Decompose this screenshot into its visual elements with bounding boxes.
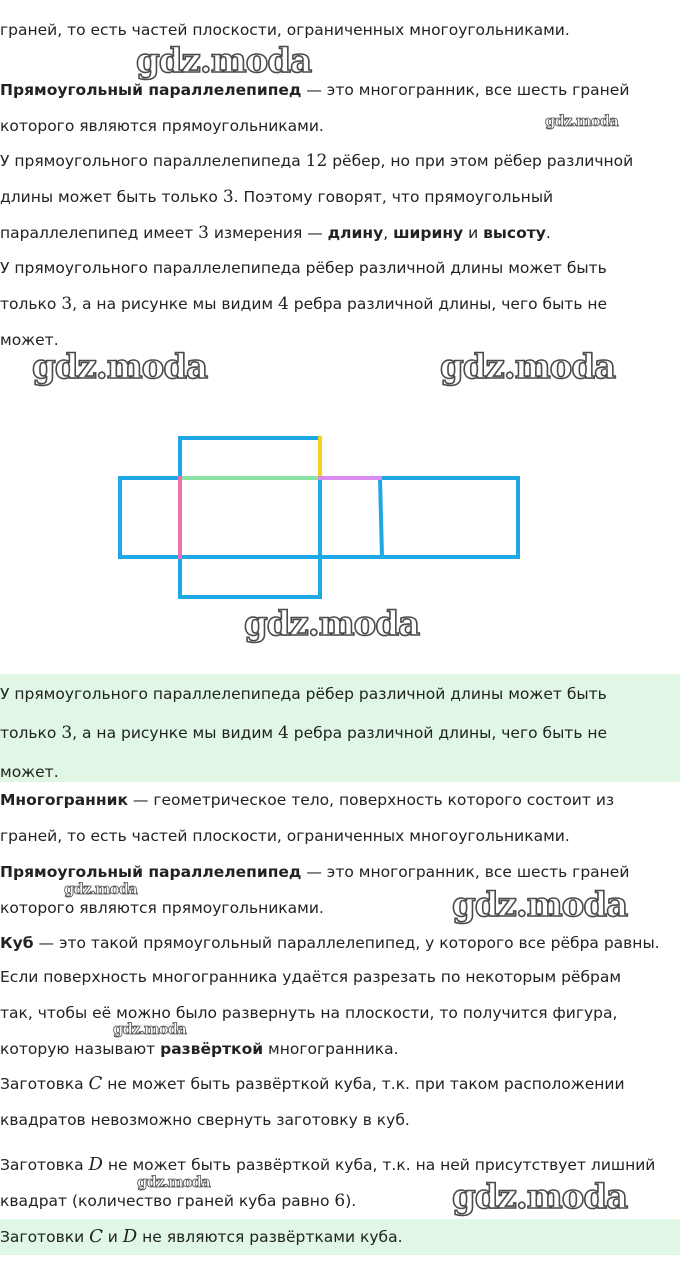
text: Заготовки bbox=[0, 1228, 90, 1246]
blank-d-line1 bbox=[0, 1155, 655, 1175]
definition-box2-line2: которого являются прямоугольниками. bbox=[0, 899, 324, 917]
definition-net-line1: Если поверхность многогранника удаётся разрезать по некоторым рёбрам bbox=[0, 968, 622, 986]
text: измерения — bbox=[208, 224, 328, 242]
number: 3 bbox=[61, 294, 73, 314]
definition-polyhedron-line1 bbox=[0, 790, 614, 810]
watermark: gdz.moda bbox=[32, 347, 208, 387]
term-net: развёрткой bbox=[160, 1040, 264, 1058]
text: . bbox=[545, 224, 551, 242]
text: , а на рисунке мы видим bbox=[72, 295, 279, 313]
text: — это многогранник, все шесть граней bbox=[301, 81, 630, 99]
text: и bbox=[463, 224, 484, 242]
net-edge-square-divider bbox=[380, 478, 382, 557]
term-length: длину bbox=[327, 224, 384, 242]
term-width: ширину bbox=[393, 224, 464, 242]
text: Заготовка bbox=[0, 1075, 89, 1093]
term-height: высоту bbox=[483, 224, 546, 242]
watermark: gdz.moda bbox=[137, 1173, 210, 1191]
text: ребра различной длины, чего быть не bbox=[288, 724, 608, 742]
watermark: gdz.moda bbox=[545, 112, 618, 130]
watermark: gdz.moda bbox=[64, 880, 137, 898]
highlight-line1: У прямоугольного параллелепипеда рёбер различной длины может быть bbox=[0, 685, 607, 703]
number: 3 bbox=[222, 187, 234, 207]
text: не может быть развёрткой куба, т.к. на ней присутствует лишний bbox=[102, 1156, 656, 1174]
text: параллелепипед имеет bbox=[0, 224, 199, 242]
blank-c-line2: квадратов невозможно свернуть заготовку в куб. bbox=[0, 1111, 410, 1129]
text: которую называют bbox=[0, 1040, 161, 1058]
watermark: gdz.moda bbox=[113, 1020, 186, 1038]
number: 12 bbox=[305, 151, 328, 171]
final-answer bbox=[0, 1227, 403, 1247]
text: только bbox=[0, 724, 62, 742]
term-box: Прямоугольный параллелепипед bbox=[0, 81, 302, 99]
net-bottom-square bbox=[180, 557, 320, 597]
paragraph-answer-line1: У прямоугольного параллелепипеда рёбер различной длины может быть bbox=[0, 259, 607, 277]
text-line: граней, то есть частей плоскости, ограниченных многоугольниками. bbox=[0, 21, 570, 39]
number: 6 bbox=[334, 1191, 346, 1211]
highlight-line2 bbox=[0, 723, 607, 743]
definition-net-line2: так, чтобы её можно было развернуть на плоскости, то получится фигура, bbox=[0, 1004, 618, 1022]
blank-d-line2 bbox=[0, 1191, 356, 1211]
text: — геометрическое тело, поверхность которого состоит из bbox=[127, 791, 615, 809]
highlight-line3: может. bbox=[0, 763, 59, 781]
number: 3 bbox=[198, 223, 209, 243]
net-left-square bbox=[120, 478, 180, 557]
definition-box-line2: которого являются прямоугольниками. bbox=[0, 117, 324, 135]
text: Заготовка bbox=[0, 1156, 89, 1174]
number: 4 bbox=[278, 294, 289, 314]
watermark: gdz.moda bbox=[452, 1177, 628, 1217]
letter-d: D bbox=[122, 1226, 138, 1247]
letter-d: D bbox=[88, 1154, 103, 1175]
watermark: gdz.moda bbox=[136, 41, 312, 81]
text: только bbox=[0, 295, 62, 313]
text: не являются развёртками куба. bbox=[137, 1228, 403, 1246]
definition-polyhedron-line2: граней, то есть частей плоскости, ограниченных многоугольниками. bbox=[0, 827, 570, 845]
watermark: gdz.moda bbox=[452, 885, 628, 925]
blank-c-line1 bbox=[0, 1074, 625, 1094]
net-top-square bbox=[180, 438, 320, 478]
text: — это многогранник, все шесть граней bbox=[301, 863, 630, 881]
text: ). bbox=[345, 1192, 357, 1210]
definition-net-line3 bbox=[0, 1039, 399, 1059]
text: . Поэтому говорят, что прямоугольный bbox=[233, 188, 554, 206]
text: длины может быть только bbox=[0, 188, 223, 206]
watermark: gdz.moda bbox=[244, 604, 420, 644]
text: многогранника. bbox=[263, 1040, 399, 1058]
term-polyhedron: Многогранник bbox=[0, 791, 128, 809]
letter-c: C bbox=[88, 1073, 103, 1094]
net-right-square bbox=[320, 478, 518, 557]
text: ребра различной длины, чего быть не bbox=[288, 295, 608, 313]
text: У прямоугольного параллелепипеда bbox=[0, 152, 306, 170]
letter-c: C bbox=[89, 1226, 103, 1247]
text: рёбер, но при этом рёбер различной bbox=[327, 152, 634, 170]
text: — это такой прямоугольный параллелепипед, у которого все рёбра равны. bbox=[33, 934, 660, 952]
text: , а на рисунке мы видим bbox=[72, 724, 279, 742]
text: и bbox=[102, 1228, 123, 1246]
number: 3 bbox=[61, 723, 73, 743]
text: квадрат (количество граней куба равно bbox=[0, 1192, 335, 1210]
definition-cube bbox=[0, 933, 660, 953]
text: , bbox=[383, 224, 394, 242]
number: 4 bbox=[278, 723, 289, 743]
paragraph-answer-line3: может. bbox=[0, 331, 59, 349]
definition-box2-line1 bbox=[0, 862, 629, 882]
watermark: gdz.moda bbox=[440, 347, 616, 387]
text: не может быть развёрткой куба, т.к. при таком расположении bbox=[102, 1075, 625, 1093]
term-cube: Куб bbox=[0, 934, 34, 952]
term-box: Прямоугольный параллелепипед bbox=[0, 863, 302, 881]
